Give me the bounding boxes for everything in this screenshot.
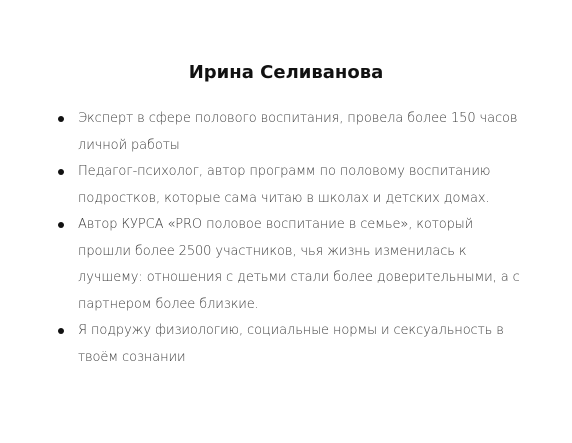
bullet-dot-icon	[58, 222, 64, 228]
bio-list	[58, 106, 528, 371]
list-item	[58, 212, 528, 318]
list-item	[58, 106, 528, 159]
bullet-dot-icon	[58, 328, 64, 334]
list-item-text: Педагог-психолог, автор программ по половому воспитанию подростков, которые сама читаю в школах и детских домах.	[78, 164, 491, 206]
list-item-text: Эксперт в сфере полового воспитания, провела более 150 часов личной работы	[78, 111, 518, 153]
bullet-dot-icon	[58, 169, 64, 175]
list-item-text: Я подружу физиологию, социальные нормы и сексуальность в твоём сознании	[78, 323, 504, 365]
list-item-text: Автор КУРСА «PRO половое воспитание в семье», который прошли более 2500 участников, чья жизнь изменилась к лучшему: отношения с детьми стали более доверительными, а с партнером более близкие.	[78, 217, 520, 312]
page-title: Ирина Селиванова	[188, 62, 384, 83]
list-item	[58, 318, 528, 371]
list-item	[58, 159, 528, 212]
bullet-dot-icon	[58, 116, 64, 122]
